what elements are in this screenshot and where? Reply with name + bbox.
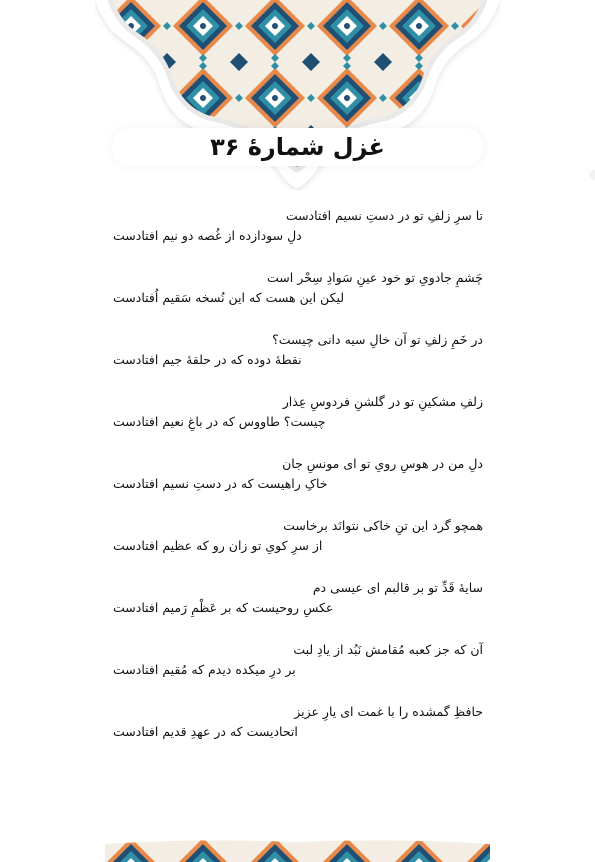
couplet [113,516,483,578]
tile-ornament-bottom [95,832,500,862]
couplet [113,640,483,702]
hemistich-first: تا سرِ زلفِ تو در دستِ نسیم افتادست [285,208,483,223]
hemistich-first: حافظِ گمشده را با غمت ای یارِ عزیز [294,704,483,719]
hemistich-second: خاکِ راهیست که در دستِ نسیم افتادست [113,476,328,491]
side-tab [589,170,595,180]
hemistich-first: آن که جز کعبه مُقامش نَبُد از یادِ لبت [293,642,483,657]
hemistich-second: بر درِ میکده دیدم که مُقیم افتادست [113,662,296,677]
poem-title: غزل شمارهٔ ۳۶ [210,133,385,161]
couplet [113,392,483,454]
hemistich-first: زلفِ مشکینِ تو در گلشنِ فردوسِ عِذار [282,394,483,409]
hemistich-first: دلِ من در هوسِ رویِ تو ای مونسِ جان [282,456,483,471]
hemistich-first: همچو گرد این تنِ خاکی نتوانَد برخاست [283,518,483,533]
couplet [113,702,483,764]
hemistich-first: سایهٔ قَدِّ تو بر قالبم ای عیسی دم [312,580,483,595]
hemistich-first: در خَمِ زلفِ تو آن خالِ سیه دانی چیست؟ [272,332,483,347]
hemistich-second: دلِ سودازده از غُصه دو نیم افتادست [113,228,302,243]
hemistich-second: چیست؟ طاووس که در باغِ نعیم افتادست [113,414,326,429]
couplet [113,206,483,268]
hemistich-second: از سرِ کویِ تو زان رو که عظیم افتادست [113,538,323,553]
hemistich-second: لیکن این هست که این نُسخه سَقیم اُفتادست [113,290,345,305]
couplet [113,268,483,330]
hemistich-second: عکسِ روحیست که بر عَظْمِ رَمیم افتادست [113,600,334,615]
hemistich-first: چَشمِ جادویِ تو خود عینِ سَوادِ سِحْر است [267,270,483,285]
couplet [113,454,483,516]
couplet [113,578,483,640]
couplet [113,330,483,392]
hemistich-second: اتحادیست که در عهدِ قدیم افتادست [113,724,298,739]
poem-body [113,206,483,764]
hemistich-second: نقطهٔ دوده که در حلقهٔ جیم افتادست [113,352,302,367]
